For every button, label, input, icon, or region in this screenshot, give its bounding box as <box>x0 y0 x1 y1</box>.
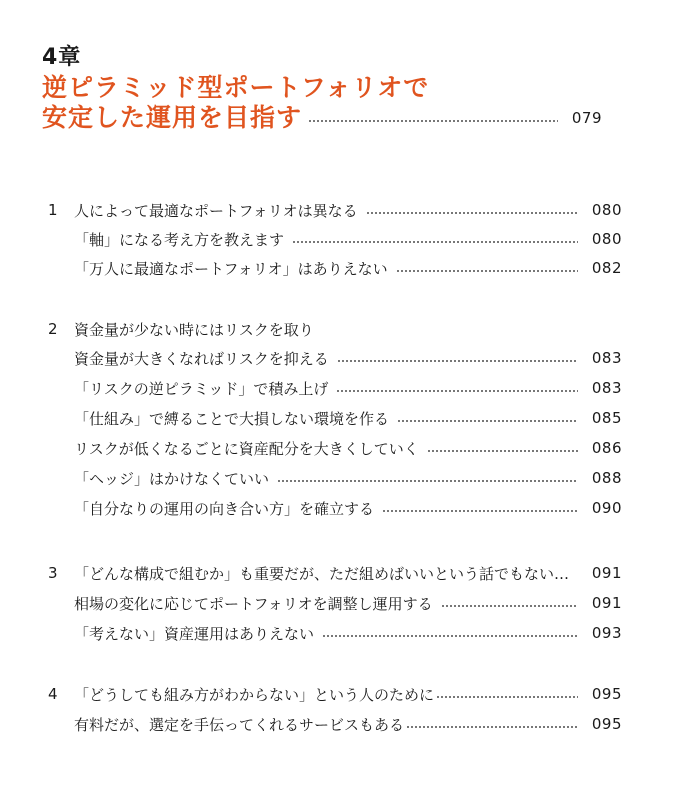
toc-entry[interactable] <box>48 683 622 705</box>
entry-page: 086 <box>591 439 622 457</box>
entry-page: 080 <box>591 230 622 248</box>
chapter-title-line2: 安定した運用を目指す <box>42 103 303 132</box>
entry-title: 「軸」になる考え方を教えます <box>74 230 285 249</box>
section-number: 2 <box>48 320 58 338</box>
entry-page: 083 <box>591 349 622 367</box>
entry-title: 「自分なりの運用の向き合い方」を確立する <box>74 499 375 518</box>
entry-title: 「どんな構成で組むか」も重要だが、ただ組めばいいという話でもない… <box>74 564 570 583</box>
leader-dots <box>573 575 586 577</box>
entry-page: 091 <box>591 594 622 612</box>
entry-title: 「万人に最適なポートフォリオ」はありえない <box>74 259 388 278</box>
toc-entry[interactable] <box>48 497 622 519</box>
entry-page: 091 <box>591 564 622 582</box>
leader-dots <box>366 212 578 214</box>
entry-page: 082 <box>591 259 622 277</box>
entry-title: 「リスクの逆ピラミッド」で積み上げ <box>74 379 329 398</box>
entry-title: 「仕組み」で縛ることで大損しない環境を作る <box>74 409 390 428</box>
entry-page: 080 <box>591 201 622 219</box>
entry-title: リスクが低くなるごとに資産配分を大きくしていく <box>74 439 419 458</box>
toc-entry[interactable] <box>48 467 622 489</box>
entry-page: 088 <box>591 469 622 487</box>
section-number: 3 <box>48 564 58 582</box>
entry-page: 095 <box>591 715 622 733</box>
entry-title: 「考えない」資産運用はありえない <box>74 624 315 643</box>
leader-dots <box>436 696 578 698</box>
entry-page: 090 <box>591 499 622 517</box>
entry-page: 085 <box>591 409 622 427</box>
leader-dots <box>406 726 578 728</box>
chapter-title-line1: 逆ピラミッド型ポートフォリオで <box>42 73 430 102</box>
toc-entry[interactable] <box>48 228 622 250</box>
toc-entry[interactable] <box>48 377 622 399</box>
entry-title: 相場の変化に応じてポートフォリオを調整し運用する <box>74 594 433 613</box>
toc-entry[interactable] <box>48 347 622 369</box>
toc-entry[interactable] <box>48 592 622 614</box>
leader-dots <box>397 420 578 422</box>
entry-page: 095 <box>591 685 622 703</box>
chapter-number: 4章 <box>42 45 82 70</box>
toc-entry[interactable] <box>48 199 622 221</box>
leader-dots <box>427 450 578 452</box>
toc-entry[interactable] <box>48 257 622 279</box>
entry-page: 093 <box>591 624 622 642</box>
chapter-page-number: 079 <box>571 109 602 127</box>
entry-title: 有料だが、選定を手伝ってくれるサービスもある <box>74 715 405 734</box>
leader-dots <box>396 270 578 272</box>
entry-title: 「どうしても組み方がわからない」という人のために <box>74 685 435 704</box>
section-number: 4 <box>48 685 58 703</box>
entry-title: 資金量が大きくなればリスクを抑える <box>74 349 329 368</box>
toc-entry[interactable] <box>48 407 622 429</box>
leader-dots <box>336 390 578 392</box>
entry-title: 人によって最適なポートフォリオは異なる <box>74 201 358 220</box>
leader-dots <box>322 635 578 637</box>
entry-title: 「ヘッジ」はかけなくていい <box>74 469 270 488</box>
toc-entry[interactable] <box>48 437 622 459</box>
leader-dots <box>277 480 578 482</box>
toc-entry[interactable] <box>48 562 622 584</box>
chapter-title-line2-row <box>42 104 602 132</box>
entry-title: 資金量が少ない時にはリスクを取り <box>74 320 314 339</box>
toc-entry[interactable] <box>48 318 622 340</box>
leader-dots <box>308 120 558 122</box>
entry-page: 083 <box>591 379 622 397</box>
leader-dots <box>292 241 578 243</box>
section-number: 1 <box>48 201 58 219</box>
toc-entry[interactable] <box>48 713 622 735</box>
leader-dots <box>337 360 578 362</box>
leader-dots <box>382 510 578 512</box>
leader-dots <box>441 605 578 607</box>
toc-entry[interactable] <box>48 622 622 644</box>
